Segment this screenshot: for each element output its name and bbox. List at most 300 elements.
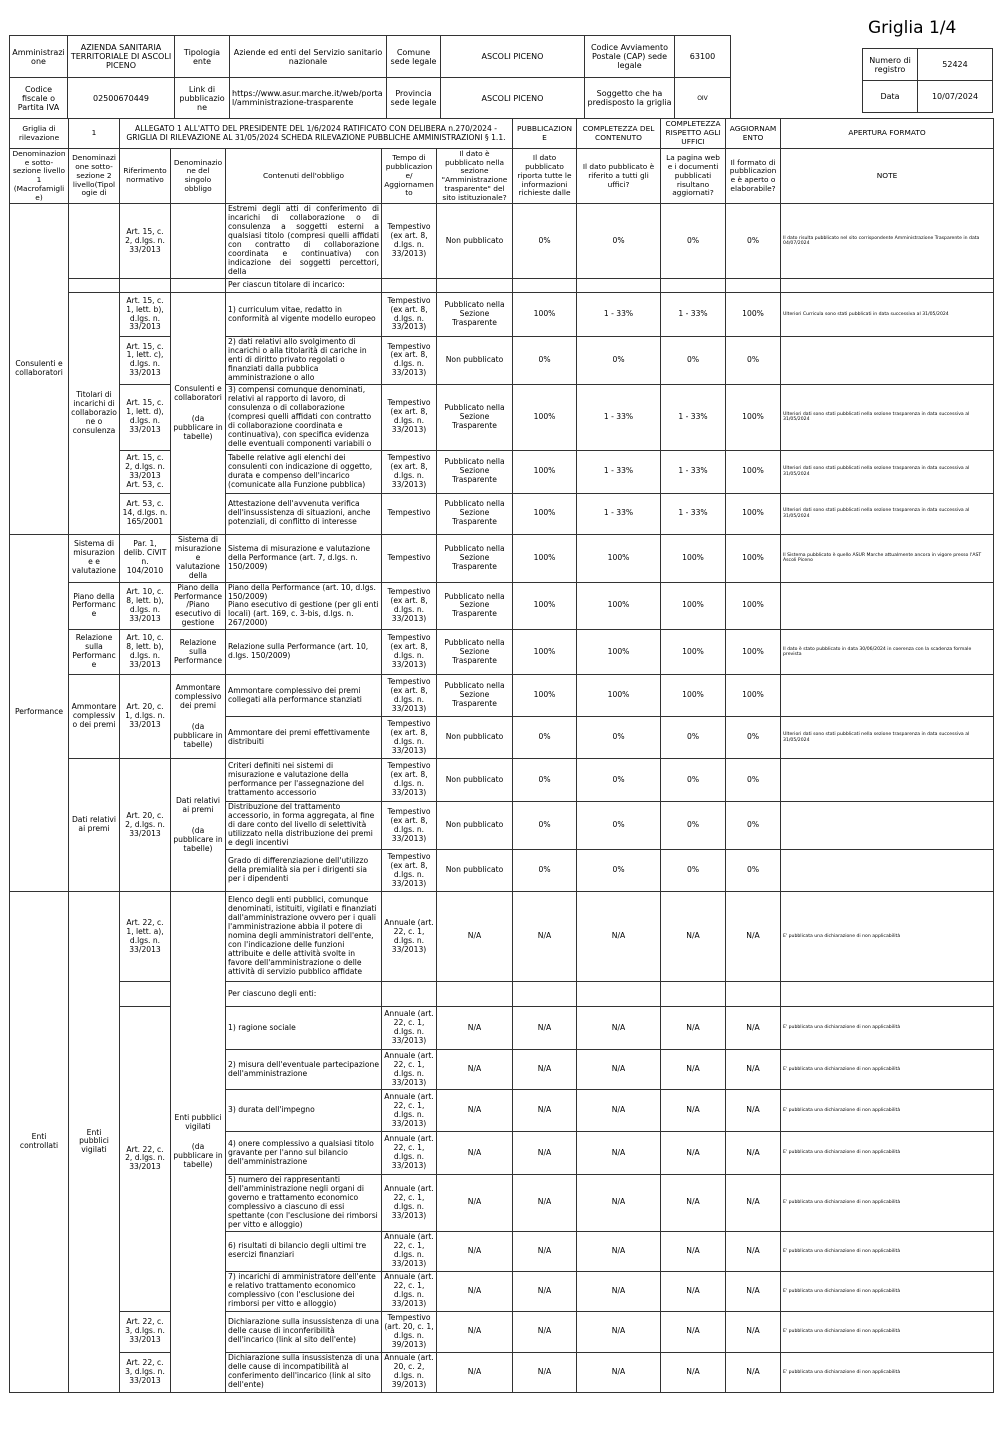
apertura-formato: N/A: [726, 1352, 781, 1392]
pubblicazione-status: Pubblicato nella Sezione Trasparente: [437, 582, 513, 630]
note: Il dato risulta pubblicato nel sito corrispondente Amministrazione Trasparente in data 04/07/2024: [781, 204, 994, 279]
apertura-formato: 0%: [726, 850, 781, 892]
pubblicazione-status: N/A: [437, 1050, 513, 1090]
aggiornamento-value: 100%: [661, 630, 726, 675]
pubblicazione-status: N/A: [437, 1007, 513, 1050]
riferimento-normativo: [120, 982, 171, 1007]
contenuto-obbligo: 6) risultati di bilancio degli ultimi tre esercizi finanziari: [226, 1231, 382, 1271]
note: E' pubblicata una dichiarazione di non applicabilità: [781, 1271, 994, 1311]
contenuto-obbligo: 5) numero dei rappresentanti dell'amministrazione negli organi di governo e trattamento economico complessivo a ciascuno di essi spettante (con l'esclusione dei rimborsi per vitto e alloggio): [226, 1175, 382, 1232]
completezza-contenuto: 100%: [513, 293, 577, 337]
completezza-uffici: 0%: [577, 204, 661, 279]
note: [781, 982, 994, 1007]
completezza-uffici: N/A: [577, 1175, 661, 1232]
pubblicazione-status: Pubblicato nella Sezione Trasparente: [437, 675, 513, 717]
comune-label: Comune sede legale: [387, 36, 441, 78]
completezza-contenuto: 100%: [513, 534, 577, 582]
apertura-formato: N/A: [726, 1175, 781, 1232]
obbligo-dati-premi-text: Dati relativi ai premi: [175, 795, 221, 814]
note: [781, 582, 994, 630]
table-row: [10, 982, 994, 1007]
completezza-uffici: 0%: [577, 717, 661, 759]
col-contenuto: Il dato pubblicato riporta tutte le informazioni richieste dalle: [513, 149, 577, 204]
completezza-uffici: 0%: [577, 850, 661, 892]
note: E' pubblicata una dichiarazione di non applicabilità: [781, 1175, 994, 1232]
completezza-uffici: 100%: [577, 675, 661, 717]
completezza-contenuto: 0%: [513, 759, 577, 802]
apertura-formato: 0%: [726, 802, 781, 850]
pubblicazione-status: Non pubblicato: [437, 850, 513, 892]
tempo-aggiornamento: Tempestivo (ex art. 8, d.lgs. n. 33/2013): [382, 337, 437, 385]
completezza-contenuto: N/A: [513, 1090, 577, 1132]
contenuto-obbligo: 2) misura dell'eventuale partecipazione dell'amministrazione: [226, 1050, 382, 1090]
tempo-aggiornamento: Annuale (art. 22, c. 1, d.lgs. n. 33/2013): [382, 1007, 437, 1050]
meta-table: [9, 35, 731, 119]
tempo-aggiornamento: [382, 279, 437, 293]
riferimento-normativo: Art. 22, c. 3, d.lgs. n. 33/2013: [120, 1311, 171, 1352]
pubblicazione-status: N/A: [437, 1352, 513, 1392]
pubblicazione-status: [437, 279, 513, 293]
completezza-uffici: 0%: [577, 802, 661, 850]
riferimento-normativo: Art. 22, c. 1, lett. a), d.lgs. n. 33/2013: [120, 892, 171, 982]
completezza-contenuto: N/A: [513, 1050, 577, 1090]
tempo-aggiornamento: Annuale (art. 22, c. 1, d.lgs. n. 33/2013): [382, 892, 437, 982]
provincia-value: ASCOLI PICENO: [441, 78, 585, 119]
note: [781, 802, 994, 850]
pubblicazione-status: N/A: [437, 1311, 513, 1352]
completezza-contenuto: N/A: [513, 1007, 577, 1050]
col-den-obbligo: Denominazione del singolo obbligo: [171, 149, 226, 204]
note: [781, 279, 994, 293]
obbligo-consulenti: [171, 293, 226, 535]
completezza-contenuto: 100%: [513, 582, 577, 630]
contenuto-obbligo: Sistema di misurazione e valutazione della Performance (art. 7, d.lgs. n. 150/2009): [226, 534, 382, 582]
completezza-contenuto: N/A: [513, 1352, 577, 1392]
tempo-aggiornamento: Annuale (art. 22, c. 1, d.lgs. n. 33/2013): [382, 1271, 437, 1311]
obbligo-blank: [171, 279, 226, 293]
level1-performance: Performance: [10, 534, 69, 891]
aggiornamento-value: N/A: [661, 1311, 726, 1352]
contenuto-obbligo: Piano della Performance (art. 10, d.lgs. 150/2009) Piano esecutivo di gestione (per gli enti locali) (art. 169, c. 3-bis, d.lgs. n. 267/2000): [226, 582, 382, 630]
tempo-aggiornamento: Tempestivo (ex art. 8, d.lgs. n. 33/2013): [382, 717, 437, 759]
table-row: [10, 630, 994, 675]
aggiornamento-value: 0%: [661, 337, 726, 385]
note: Ulteriori dati sono stati pubblicati nella sezione trasparenza in data successiva al 31/05/2024: [781, 493, 994, 534]
apertura-formato: [726, 279, 781, 293]
obbligo-piano: Piano della Performance/Piano esecutivo di gestione: [171, 582, 226, 630]
tipologia-value: Aziende ed enti del Servizio sanitario nazionale: [230, 36, 387, 78]
note: E' pubblicata una dichiarazione di non applicabilità: [781, 1231, 994, 1271]
table-row: [10, 204, 994, 279]
apertura-formato: 100%: [726, 293, 781, 337]
contenuto-obbligo: Elenco degli enti pubblici, comunque denominati, istituiti, vigilati e finanziati dall'amministrazione ovvero per i quali l'amministrazione abbia il potere di nomina degli amministratori dell'ente, con l'indicazione delle funzioni attribuite e delle attività svolte in favore dell'amministrazione o delle attività di servizio pubblico affidate: [226, 892, 382, 982]
obbligo-enti-text: (da pubblicare in tabelle): [173, 1142, 223, 1170]
col-note: NOTE: [781, 149, 994, 204]
link-label: Link di pubblicazione: [175, 78, 230, 119]
aggiornamento-value: 0%: [661, 850, 726, 892]
note: E' pubblicata una dichiarazione di non applicabilità: [781, 1132, 994, 1175]
cap-label: Codice Avviamento Postale (CAP) sede legale: [585, 36, 675, 78]
completezza-uffici: N/A: [577, 1007, 661, 1050]
completezza-contenuto: N/A: [513, 1231, 577, 1271]
completezza-contenuto: N/A: [513, 1132, 577, 1175]
col-aggiornati: La pagina web e i documenti pubblicati risultano aggiornati?: [661, 149, 726, 204]
riferimento-normativo: Art. 15, c. 2, d.lgs. n. 33/2013 Art. 53, c.: [120, 450, 171, 493]
aggiornamento-value: 0%: [661, 759, 726, 802]
tempo-aggiornamento: Tempestivo (ex art. 8, d.lgs. n. 33/2013): [382, 630, 437, 675]
completezza-contenuto: N/A: [513, 1271, 577, 1311]
numero-label: Numero di registro: [863, 49, 918, 81]
riferimento-normativo: Art. 15, c. 2, d.lgs. n. 33/2013: [120, 204, 171, 279]
contenuto-obbligo: Ammontare dei premi effettivamente distribuiti: [226, 717, 382, 759]
contenuto-obbligo: Attestazione dell'avvenuta verifica dell'insussistenza di situazioni, anche potenziali, di conflitto di interesse: [226, 493, 382, 534]
soggetto-value: OIV: [675, 78, 731, 119]
pubblicazione-status: Pubblicato nella Sezione Trasparente: [437, 384, 513, 450]
tempo-aggiornamento: Tempestivo: [382, 493, 437, 534]
contenuto-obbligo: Per ciascun titolare di incarico:: [226, 279, 382, 293]
apertura-formato: 100%: [726, 534, 781, 582]
completezza-contenuto: 100%: [513, 493, 577, 534]
riferimento-normativo: [120, 279, 171, 293]
apertura-formato: N/A: [726, 892, 781, 982]
aggiornamento-heading: AGGIORNAMENTO: [726, 119, 781, 149]
completezza-uffici: N/A: [577, 1090, 661, 1132]
pubblicazione-status: N/A: [437, 1132, 513, 1175]
contenuto-obbligo: 2) dati relativi allo svolgimento di incarichi o alla titolarità di cariche in enti di diritto privato regolati o finanziati dalla pubblica amministrazione o allo: [226, 337, 382, 385]
pubblicazione-status: Pubblicato nella Sezione Trasparente: [437, 534, 513, 582]
apertura-formato: N/A: [726, 1231, 781, 1271]
riferimento-normativo: Art. 20, c. 2, d.lgs. n. 33/2013: [120, 759, 171, 892]
apertura-formato: 0%: [726, 204, 781, 279]
apertura-formato: 100%: [726, 675, 781, 717]
riferimento-normativo: Par. 1, delib. CiVIT n. 104/2010: [120, 534, 171, 582]
aggiornamento-value: 100%: [661, 582, 726, 630]
note: Il dato è stato pubblicato in data 30/06/2024 in coerenza con la scadenza formale prevista: [781, 630, 994, 675]
table-row: [10, 582, 994, 630]
completezza-uffici: 100%: [577, 534, 661, 582]
contenuto-obbligo: Grado di differenziazione dell'utilizzo della premialità sia per i dirigenti sia per i dipendenti: [226, 850, 382, 892]
note: [781, 337, 994, 385]
table-row: [10, 293, 994, 337]
tempo-aggiornamento: Tempestivo (ex art. 8, d.lgs. n. 33/2013): [382, 759, 437, 802]
level2-enti-pubblici: Enti pubblici vigilati: [69, 892, 120, 1393]
apertura-formato: 0%: [726, 337, 781, 385]
apertura-formato: 100%: [726, 493, 781, 534]
completezza-uffici: [577, 279, 661, 293]
apertura-formato: N/A: [726, 1007, 781, 1050]
apertura-formato: 100%: [726, 450, 781, 493]
apertura-formato: N/A: [726, 1311, 781, 1352]
tempo-aggiornamento: Tempestivo (ex art. 8, d.lgs. n. 33/2013): [382, 450, 437, 493]
apertura-formato: N/A: [726, 1090, 781, 1132]
completezza-uffici: N/A: [577, 1231, 661, 1271]
obbligo-ammontare: [171, 675, 226, 759]
pubblicazione-status: Non pubblicato: [437, 802, 513, 850]
completezza-uffici: 1 - 33%: [577, 384, 661, 450]
table-row: [10, 534, 994, 582]
contenuto-obbligo: Ammontare complessivo dei premi collegati alla performance stanziati: [226, 675, 382, 717]
contenuto-obbligo: Dichiarazione sulla insussistenza di una delle cause di incompatibilità al conferimento dell'incarico (link al sito dell'ente): [226, 1352, 382, 1392]
obbligo-consulenti-text: Consulenti e collaboratori: [174, 384, 222, 402]
pubblicazione-status: Pubblicato nella Sezione Trasparente: [437, 293, 513, 337]
riferimento-normativo: Art. 15, c. 1, lett. b), d.lgs. n. 33/2013: [120, 293, 171, 337]
contenuto-obbligo: Relazione sulla Performance (art. 10, d.lgs. 150/2009): [226, 630, 382, 675]
tempo-aggiornamento: Tempestivo (art. 20, c. 1, d.lgs. n. 39/2013): [382, 1311, 437, 1352]
note: E' pubblicata una dichiarazione di non applicabilità: [781, 892, 994, 982]
amministrazione-value: AZIENDA SANITARIA TERRITORIALE DI ASCOLI PICENO: [68, 36, 175, 78]
pubblicazione-status: N/A: [437, 892, 513, 982]
riferimento-normativo: Art. 22, c. 3, d.lgs. n. 33/2013: [120, 1352, 171, 1392]
table-row: [10, 1352, 994, 1392]
table-body: [10, 204, 994, 1392]
cf-value: 02500670449: [68, 78, 175, 119]
completezza-contenuto: 0%: [513, 204, 577, 279]
tipologia-label: Tipologia ente: [175, 36, 230, 78]
completezza-uffici: 0%: [577, 337, 661, 385]
aggiornamento-value: 1 - 33%: [661, 293, 726, 337]
obbligo-enti: [171, 892, 226, 1393]
level2-blank: [69, 204, 120, 279]
contenuto-obbligo: Dichiarazione sulla insussistenza di una delle cause di inconferibilità dell'incarico (link al sito dell'ente): [226, 1311, 382, 1352]
contenuto-obbligo: 7) incarichi di amministratore dell'ente e relativo trattamento economico complessivo (con l'esclusione dei rimborsi per vitto e alloggio): [226, 1271, 382, 1311]
col-formato: Il formato di pubblicazione è aperto o elaborabile?: [726, 149, 781, 204]
completezza-uffici: [577, 982, 661, 1007]
table-row: [10, 1311, 994, 1352]
apertura-formato: 0%: [726, 717, 781, 759]
completezza-contenuto: N/A: [513, 1175, 577, 1232]
tempo-aggiornamento: Tempestivo (ex art. 8, d.lgs. n. 33/2013): [382, 850, 437, 892]
level2-titolari: Titolari di incarichi di collaborazione o consulenza: [69, 293, 120, 535]
apertura-formato: 100%: [726, 384, 781, 450]
tempo-aggiornamento: Tempestivo (ex art. 8, d.lgs. n. 33/2013): [382, 582, 437, 630]
completezza-uffici: 0%: [577, 759, 661, 802]
griglia-table: [9, 118, 994, 1393]
apertura-formato: 0%: [726, 759, 781, 802]
pubblicazione-heading: PUBBLICAZIONE: [513, 119, 577, 149]
completezza-uffici: 1 - 33%: [577, 450, 661, 493]
aggiornamento-value: N/A: [661, 1050, 726, 1090]
tempo-aggiornamento: Tempestivo (ex art. 8, d.lgs. n. 33/2013): [382, 204, 437, 279]
cap-value: 63100: [675, 36, 731, 78]
level2-piano: Piano della Performance: [69, 582, 120, 630]
completezza-contenuto: 100%: [513, 675, 577, 717]
amministrazione-label: Amministrazione: [10, 36, 68, 78]
apertura-formato: 100%: [726, 630, 781, 675]
pubblicazione-status: Non pubblicato: [437, 204, 513, 279]
obbligo-sistema: Sistema di misurazione e valutazione della: [171, 534, 226, 582]
data-label: Data: [863, 81, 918, 113]
contenuto-obbligo: Tabelle relative agli elenchi dei consulenti con indicazione di oggetto, durata e compenso dell'incarico (comunicate alla Funzione pubblica): [226, 450, 382, 493]
link-value[interactable]: https://www.asur.marche.it/web/portal/amministrazione-trasparente: [230, 78, 387, 119]
completezza-contenuto: [513, 982, 577, 1007]
aggiornamento-value: N/A: [661, 1231, 726, 1271]
obbligo-dati-premi: [171, 759, 226, 892]
level2-blank: [69, 279, 120, 293]
obbligo-dati-premi-text: (da pubblicare in tabelle): [173, 825, 223, 853]
table-row: [10, 384, 994, 450]
completezza-contenuto: 100%: [513, 450, 577, 493]
tempo-aggiornamento: Tempestivo (ex art. 8, d.lgs. n. 33/2013): [382, 293, 437, 337]
pubblicazione-status: N/A: [437, 1271, 513, 1311]
completezza-contenuto: 0%: [513, 850, 577, 892]
pubblicazione-status: Pubblicato nella Sezione Trasparente: [437, 493, 513, 534]
apertura-formato: N/A: [726, 1132, 781, 1175]
apertura-formato: [726, 982, 781, 1007]
table-row: [10, 1007, 994, 1050]
completezza-contenuto: N/A: [513, 892, 577, 982]
pubblicazione-status: Non pubblicato: [437, 337, 513, 385]
aggiornamento-value: 100%: [661, 675, 726, 717]
note: [781, 759, 994, 802]
tempo-aggiornamento: Tempestivo (ex art. 8, d.lgs. n. 33/2013): [382, 802, 437, 850]
completezza-contenuto: [513, 279, 577, 293]
riferimento-normativo: Art. 53, c. 14, d.lgs. n. 165/2001: [120, 493, 171, 534]
completezza-uffici: 100%: [577, 630, 661, 675]
completezza-contenuto-heading: COMPLETEZZA DEL CONTENUTO: [577, 119, 661, 149]
aggiornamento-value: 1 - 33%: [661, 493, 726, 534]
completezza-contenuto: N/A: [513, 1311, 577, 1352]
apertura-formato: 100%: [726, 582, 781, 630]
aggiornamento-value: 0%: [661, 204, 726, 279]
riferimento-normativo: Art. 20, c. 1, d.lgs. n. 33/2013: [120, 675, 171, 759]
note: [781, 675, 994, 717]
completezza-uffici: N/A: [577, 1132, 661, 1175]
pubblicazione-status: Pubblicato nella Sezione Trasparente: [437, 450, 513, 493]
tempo-aggiornamento: [382, 982, 437, 1007]
apertura-formato: N/A: [726, 1271, 781, 1311]
note: Ulteriori dati sono stati pubblicati nella sezione trasparenza in data successiva al 31/05/2024: [781, 450, 994, 493]
aggiornamento-value: [661, 279, 726, 293]
contenuto-obbligo: 1) ragione sociale: [226, 1007, 382, 1050]
contenuto-obbligo: Distribuzione del trattamento accessorio, in forma aggregata, al fine di dare conto del livello di selettività utilizzato nella distribuzione dei premi e degli incentivi: [226, 802, 382, 850]
riferimento-normativo: Art. 22, c. 2, d.lgs. n. 33/2013: [120, 1007, 171, 1312]
comune-value: ASCOLI PICENO: [441, 36, 585, 78]
aggiornamento-value: N/A: [661, 1090, 726, 1132]
col-pubblicato: Il dato è pubblicato nella sezione "Amministrazione trasparente" del sito istituzionale?: [437, 149, 513, 204]
tempo-aggiornamento: Annuale (art. 22, c. 1, d.lgs. n. 33/2013): [382, 1090, 437, 1132]
provincia-label: Provincia sede legale: [387, 78, 441, 119]
aggiornamento-value: [661, 982, 726, 1007]
aggiornamento-value: 1 - 33%: [661, 450, 726, 493]
pubblicazione-status: N/A: [437, 1175, 513, 1232]
table-row: [10, 892, 994, 982]
completezza-contenuto: 0%: [513, 802, 577, 850]
tempo-aggiornamento: Tempestivo (ex art. 8, d.lgs. n. 33/2013): [382, 675, 437, 717]
tempo-aggiornamento: Annuale (art. 22, c. 1, d.lgs. n. 33/2013): [382, 1231, 437, 1271]
obbligo-relazione: Relazione sulla Performance: [171, 630, 226, 675]
note: E' pubblicata una dichiarazione di non applicabilità: [781, 1311, 994, 1352]
pubblicazione-status: [437, 982, 513, 1007]
obbligo-ammontare-text: (da pubblicare in tabelle): [173, 721, 223, 749]
level1-enti: Enti controllati: [10, 892, 69, 1393]
tempo-aggiornamento: Annuale (art. 20, c. 2, d.lgs. n. 39/2013): [382, 1352, 437, 1392]
level2-ammontare: Ammontare complessivo dei premi: [69, 675, 120, 759]
aggiornamento-value: N/A: [661, 1175, 726, 1232]
col-rif: Riferimento normativo: [120, 149, 171, 204]
aggiornamento-value: N/A: [661, 1271, 726, 1311]
level2-sistema: Sistema di misurazione e valutazione: [69, 534, 120, 582]
riferimento-normativo: Art. 10, c. 8, lett. b), d.lgs. n. 33/2013: [120, 582, 171, 630]
completezza-uffici-heading: COMPLETEZZA RISPETTO AGLI UFFICI: [661, 119, 726, 149]
aggiornamento-value: 100%: [661, 534, 726, 582]
cf-label: Codice fiscale o Partita IVA: [10, 78, 68, 119]
pubblicazione-status: N/A: [437, 1090, 513, 1132]
numero-value: 52424: [918, 49, 993, 81]
table-row: [10, 493, 994, 534]
contenuto-obbligo: Estremi degli atti di conferimento di incarichi di collaborazione o di consulenza a soggetti esterni a qualsiasi titolo (compresi quelli affidati con contratto di collaborazione coordinata e continuativa) con indicazione dei soggetti percettori, della: [226, 204, 382, 279]
col-uffici: Il dato pubblicato è riferito a tutti gli uffici?: [577, 149, 661, 204]
completezza-contenuto: 0%: [513, 337, 577, 385]
tempo-aggiornamento: Tempestivo (ex art. 8, d.lgs. n. 33/2013): [382, 384, 437, 450]
page-title: Griglia 1/4: [868, 18, 957, 38]
completezza-contenuto: 100%: [513, 630, 577, 675]
completezza-uffici: N/A: [577, 1271, 661, 1311]
soggetto-label: Soggetto che ha predisposto la griglia: [585, 78, 675, 119]
completezza-uffici: N/A: [577, 1050, 661, 1090]
completezza-uffici: 100%: [577, 582, 661, 630]
note: [781, 850, 994, 892]
contenuto-obbligo: Per ciascuno degli enti:: [226, 982, 382, 1007]
aggiornamento-value: N/A: [661, 1132, 726, 1175]
table-row: [10, 450, 994, 493]
pubblicazione-status: N/A: [437, 1231, 513, 1271]
contenuto-obbligo: 1) curriculum vitae, redatto in conformità al vigente modello europeo: [226, 293, 382, 337]
riferimento-normativo: Art. 15, c. 1, lett. c), d.lgs. n. 33/2013: [120, 337, 171, 385]
completezza-contenuto: 100%: [513, 384, 577, 450]
obbligo-blank: [171, 204, 226, 279]
note: Ulteriori dati sono stati pubblicati nella sezione trasparenza in data successiva al 31/05/2024: [781, 717, 994, 759]
table-row: [10, 759, 994, 802]
tempo-aggiornamento: Tempestivo: [382, 534, 437, 582]
table-row: [10, 279, 994, 293]
level2-relazione: Relazione sulla Performance: [69, 630, 120, 675]
note: Ulteriori Curricula sono stati pubblicati in data successiva al 31/05/2024: [781, 293, 994, 337]
col-contenuti: Contenuti dell'obbligo: [226, 149, 382, 204]
pubblicazione-status: Non pubblicato: [437, 717, 513, 759]
aggiornamento-value: 0%: [661, 802, 726, 850]
tempo-aggiornamento: Annuale (art. 22, c. 1, d.lgs. n. 33/2013): [382, 1132, 437, 1175]
completezza-contenuto: 0%: [513, 717, 577, 759]
data-value: 10/07/2024: [918, 81, 993, 113]
allegato-heading: ALLEGATO 1 ALL'ATTO DEL PRESIDENTE DEL 1/6/2024 RATIFICATO CON DELIBERA n.270/2024 -GRIGLIA DI RILEVAZIONE AL 31/05/2024 SCHEDA RILEVAZIONE PUBBLICHE AMMINISTRAZIONI § 1.1.: [120, 119, 513, 149]
note: E' pubblicata una dichiarazione di non applicabilità: [781, 1352, 994, 1392]
griglia-value: 1: [69, 119, 120, 149]
pubblicazione-status: Pubblicato nella Sezione Trasparente: [437, 630, 513, 675]
note: Ulteriori dati sono stati pubblicati nella sezione trasparenza in data successiva al 31/05/2024: [781, 384, 994, 450]
col-den1: Denominazione sotto-sezione livello 1 (Macrofamiglie): [10, 149, 69, 204]
completezza-uffici: N/A: [577, 1352, 661, 1392]
contenuto-obbligo: 3) compensi comunque denominati, relativi al rapporto di lavoro, di consulenza o di collaborazione (compresi quelli affidati con contratto di collaborazione coordinata e continuativa), con specifica evidenza delle eventuali componenti variabili o: [226, 384, 382, 450]
apertura-formato: N/A: [726, 1050, 781, 1090]
riferimento-normativo: Art. 15, c. 1, lett. d), d.lgs. n. 33/2013: [120, 384, 171, 450]
aggiornamento-value: N/A: [661, 892, 726, 982]
contenuto-obbligo: 4) onere complessivo a qualsiasi titolo gravante per l'anno sul bilancio dell'amministrazione: [226, 1132, 382, 1175]
col-den2: Denominazione sotto-sezione 2 livello(Tipologie di: [69, 149, 120, 204]
tempo-aggiornamento: Annuale (art. 22, c. 1, d.lgs. n. 33/2013): [382, 1175, 437, 1232]
note: Il Sistema pubblicato è quello ASUR Marche attualmente ancora in vigore presso l'AST Ascoli Piceno: [781, 534, 994, 582]
level2-dati-premi: Dati relativi ai premi: [69, 759, 120, 892]
note: E' pubblicata una dichiarazione di non applicabilità: [781, 1007, 994, 1050]
completezza-uffici: N/A: [577, 1311, 661, 1352]
note: E' pubblicata una dichiarazione di non applicabilità: [781, 1050, 994, 1090]
level1-consulenti: Consulenti e collaboratori: [10, 204, 69, 534]
obbligo-enti-text: Enti pubblici vigilati: [174, 1112, 222, 1131]
pubblicazione-status: Non pubblicato: [437, 759, 513, 802]
aggiornamento-value: N/A: [661, 1352, 726, 1392]
table-row: [10, 675, 994, 717]
riferimento-normativo: Art. 10, c. 8, lett. b), d.lgs. n. 33/2013: [120, 630, 171, 675]
note: E' pubblicata una dichiarazione di non applicabilità: [781, 1090, 994, 1132]
